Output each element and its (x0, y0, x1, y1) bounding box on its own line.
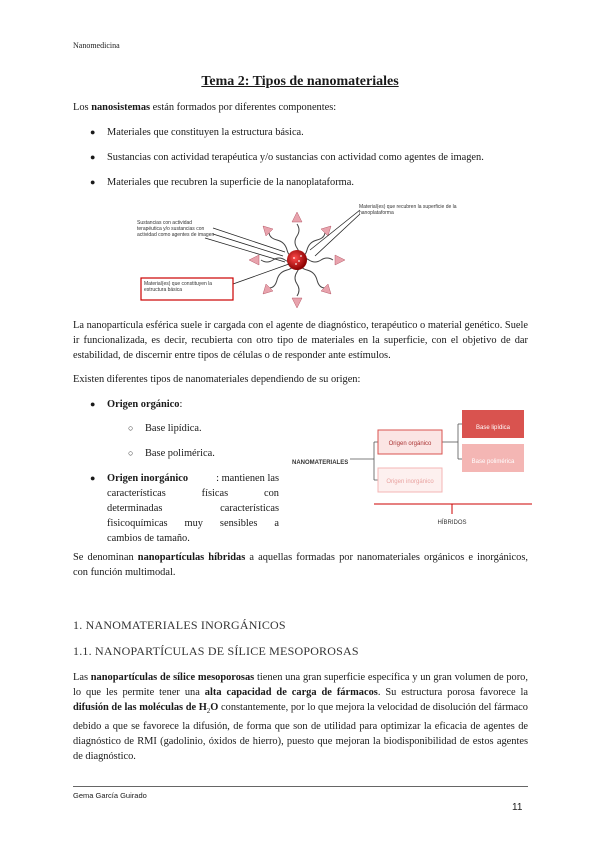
footer-divider (73, 786, 528, 787)
hybrid-bold: nanopartículas híbridas (137, 552, 246, 563)
nanoparticle-figure (135, 198, 465, 308)
inorganic-text (107, 471, 279, 546)
component-text: Materiales que constituyen la estructura básica. (107, 127, 304, 138)
diagram-hybrid-label: HÍBRIDOS (437, 520, 467, 526)
subsection-heading: 1.1. NANOPARTÍCULAS DE SÍLICE MESOPOROSAS (73, 644, 359, 658)
silica-text: constantemente, por lo que mejora la velocidad de disolución del fármaco debido a que se favorece la difusión, de forma que son de utilidad para optimizar la eficacia de agentes de diagnóstico de RMI (gadolinio, óxidos de hierro), puesto que mejoran la biodisponibilidad de estos agentes de diagnóstico. (73, 702, 528, 763)
organic-suffix: : (179, 399, 183, 410)
silica-bold: difusión de las moléculas de H (73, 702, 207, 713)
organic-sub-text: Base polimérica. (145, 448, 215, 459)
inorganic-line-text: : mantienen las (216, 473, 279, 484)
bullet-icon: ● (90, 127, 96, 137)
types-paragraph: Existen diferentes tipos de nanomateriales dependiendo de su origen: (73, 374, 361, 385)
intro-bold: nanosistemas (91, 102, 151, 113)
figure-label-structure: Material(es) que constituyen la estructura básica (144, 281, 213, 293)
bullet-icon: ● (90, 177, 96, 187)
figure-label-substances: Sustancias con actividad terapéutica y/o sustancias con actividad como agentes de imagen (137, 220, 215, 238)
hybrid-text: Se denominan (73, 552, 138, 563)
figure-label-coating: Material(es) que recubren la superficie de la nanoplataforma (359, 204, 457, 216)
functionalized-paragraph: La nanopartícula esférica suele ir cargada con el agente de diagnóstico, terapéutico o material genético. Suele ir funcionalizada, es decir, recubierta con otro tipo de materiales en la superficie, con el objetivo de dar estabilidad, de discernir entre tipos de células o de responder ante estímulos. (73, 320, 528, 361)
inorganic-line: cambios de tamaño. (107, 533, 190, 544)
silica-text: tienen una gran superficie específica y un gran volumen de poro, lo que les permite tener una (73, 672, 528, 698)
silica-bold: alta capacidad de carga de fármacos (204, 687, 378, 698)
inorganic-line: características físicas con (107, 488, 279, 499)
hybrid-paragraph (73, 550, 528, 580)
circle-bullet-icon: ○ (128, 448, 134, 458)
inorganic-line: determinadas características (107, 503, 279, 514)
organic-bold: Origen orgánico (107, 399, 180, 410)
component-text: Materiales que recubren la superficie de la nanoplataforma. (107, 177, 354, 188)
silica-subscript: 2 (206, 707, 211, 716)
nanomaterials-diagram (292, 404, 532, 529)
diagram-lipid-label: Base lipídica (475, 425, 511, 431)
organic-sub-text: Base lipídica. (145, 423, 202, 434)
bullet-icon: ● (90, 152, 96, 162)
bullet-icon: ● (90, 399, 96, 409)
diagram-organic-label: Origen orgánico (388, 441, 432, 447)
page-title: Tema 2: Tipos de nanomateriales (201, 74, 399, 89)
circle-bullet-icon: ○ (128, 423, 134, 433)
silica-bold: O (210, 702, 219, 713)
page-number: 11 (512, 802, 523, 813)
section-heading: 1. NANOMATERIALES INORGÁNICOS (73, 618, 286, 632)
silica-text: . Su estructura porosa favorece la (377, 687, 529, 698)
component-text: Sustancias con actividad terapéutica y/o sustancias con actividad como agentes de imagen. (107, 152, 484, 163)
diagram-root-label: NANOMATERIALES (292, 460, 349, 466)
diagram-polymer-label: Base polimérica (471, 459, 515, 465)
intro-text-end: están formados por diferentes componentes: (150, 102, 337, 113)
intro-paragraph (73, 100, 528, 115)
inorganic-line: fisicoquímicas muy sensibles a (107, 518, 279, 529)
inorganic-line (107, 471, 279, 486)
footer-author: Gema García Guirado (73, 791, 147, 800)
organic-label (107, 397, 182, 412)
silica-text: Las (73, 672, 91, 683)
intro-text: Los (73, 102, 92, 113)
diagram-inorganic-label: Origen inorgánico (386, 479, 434, 485)
silica-paragraph (73, 670, 528, 764)
bullet-icon: ● (90, 473, 96, 483)
inorganic-bold: Origen inorgánico (107, 473, 189, 484)
silica-bold: nanopartículas de sílice mesoporosas (90, 672, 255, 683)
page-header: Nanomedicina (73, 41, 120, 50)
hybrid-text-end: a aquellas formadas por nanomateriales orgánicos e inorgánicos, con función multimodal. (73, 552, 528, 578)
